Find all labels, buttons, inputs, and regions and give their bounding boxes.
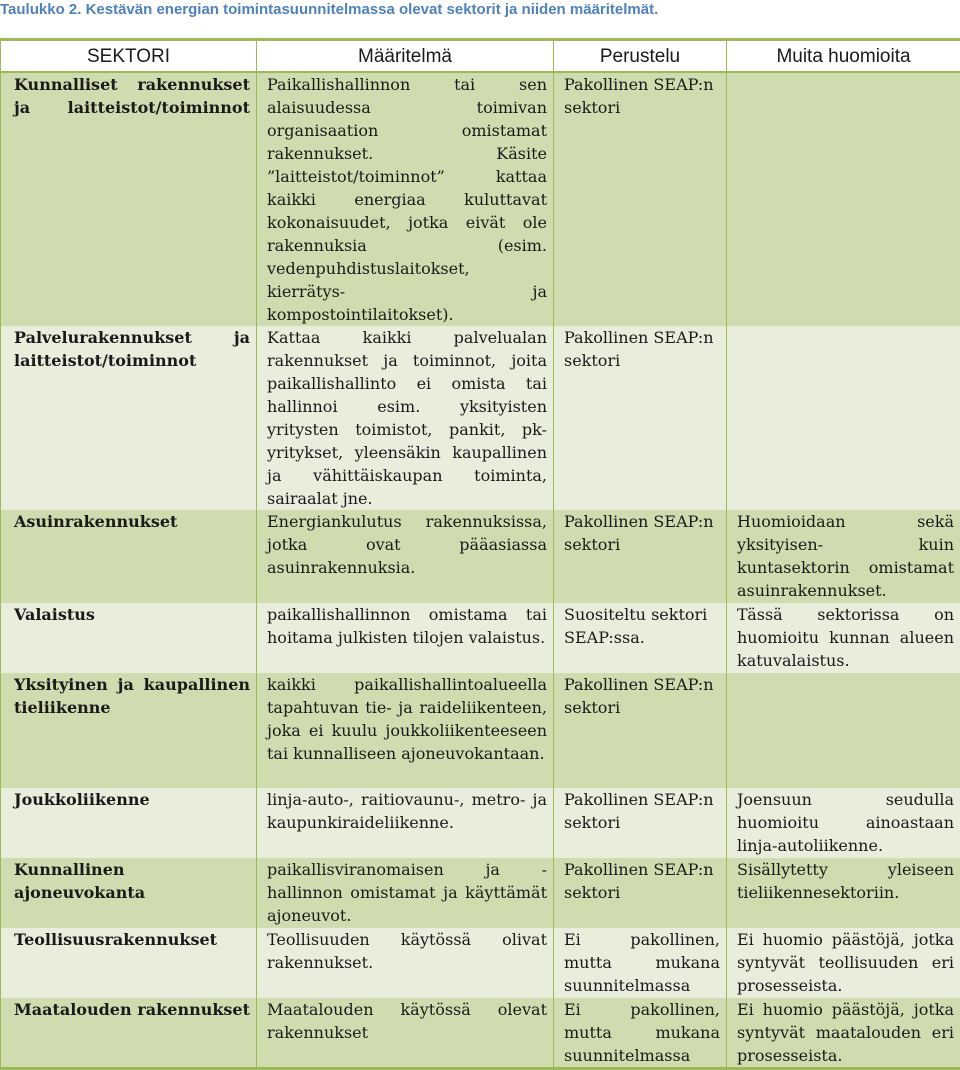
- sector-cell: Asuinrakennukset: [1, 510, 257, 603]
- notes-cell: Tässä sektorissa on huomioitu kunnan alueen katuvalaistus.: [727, 603, 960, 673]
- table-row: [1, 603, 960, 673]
- notes-cell: Ei huomio päästöjä, jotka syntyvät maatalouden eri prosesseista.: [727, 998, 960, 1069]
- sector-cell: Kunnallinen ajoneuvokanta: [1, 858, 257, 928]
- table-row: [1, 673, 960, 788]
- definition-cell: Maatalouden käytössä olevat rakennukset: [257, 998, 554, 1069]
- reason-cell: Pakollinen SEAP:n sektori: [554, 858, 727, 928]
- definition-cell: Kattaa kaikki palvelualan rakennukset ja toiminnot, joita paikallishallinto ei omista tai hallinnoi esim. yksityisten yritysten toimistot, pankit, pk-yritykset, yleensäkin kaupallinen ja vähittäiskaupan toiminta, sairaalat jne.: [257, 326, 554, 510]
- table-row: [1, 998, 960, 1069]
- definition-cell: kaikki paikallishallintoalueella tapahtuvan tie- ja raideliikenteen, joka ei kuulu joukkoliikenteeseen tai kunnalliseen ajoneuvokantaan.: [257, 673, 554, 788]
- notes-cell: Joensuun seudulla huomioitu ainoastaan linja-autoliikenne.: [727, 788, 960, 858]
- reason-cell: Pakollinen SEAP:n sektori: [554, 673, 727, 788]
- definition-cell: Teollisuuden käytössä olivat rakennukset.: [257, 928, 554, 998]
- definition-cell: Paikallishallinnon tai sen alaisuudessa toimivan organisaation omistamat rakennukset. Käsite ”laitteistot/toiminnot” kattaa kaikki energiaa kuluttavat kokonaisuudet, jotka eivät ole rakennuksia (esim. vedenpuhdistuslaitokset, kierrätys- ja kompostointilaitokset).: [257, 72, 554, 326]
- table-row: [1, 510, 960, 603]
- notes-cell: [727, 326, 960, 510]
- definition-cell: linja-auto-, raitiovaunu-, metro- ja kaupunkiraideliikenne.: [257, 788, 554, 858]
- definition-cell: paikallishallinnon omistama tai hoitama julkisten tilojen valaistus.: [257, 603, 554, 673]
- reason-cell: Suositeltu sektori SEAP:ssa.: [554, 603, 727, 673]
- notes-cell: [727, 673, 960, 788]
- sector-cell: Teollisuusrakennukset: [1, 928, 257, 998]
- table-row: [1, 72, 960, 326]
- reason-cell: Pakollinen SEAP:n sektori: [554, 72, 727, 326]
- sector-cell: Kunnalliset rakennukset ja laitteistot/toiminnot: [1, 72, 257, 326]
- table-caption: Taulukko 2. Kestävän energian toimintasuunnitelmassa olevat sektorit ja niiden määritelmät.: [0, 0, 960, 30]
- header-muita-huomioita: Muita huomioita: [727, 40, 960, 73]
- reason-cell: Ei pakollinen, mutta mukana suunnitelmassa: [554, 998, 727, 1069]
- header-maaritelma: Määritelmä: [257, 40, 554, 73]
- reason-cell: Pakollinen SEAP:n sektori: [554, 510, 727, 603]
- notes-cell: Sisällytetty yleiseen tieliikennesektoriin.: [727, 858, 960, 928]
- notes-cell: [727, 72, 960, 326]
- definition-cell: Energiankulutus rakennuksissa, jotka ovat pääasiassa asuinrakennuksia.: [257, 510, 554, 603]
- notes-cell: Ei huomio päästöjä, jotka syntyvät teollisuuden eri prosesseista.: [727, 928, 960, 998]
- sector-cell: Yksityinen ja kaupallinen tieliikenne: [1, 673, 257, 788]
- table-header-row: [1, 40, 960, 73]
- reason-cell: Pakollinen SEAP:n sektori: [554, 326, 727, 510]
- table-row: [1, 326, 960, 510]
- table-row: [1, 928, 960, 998]
- sector-cell: Palvelurakennukset ja laitteistot/toiminnot: [1, 326, 257, 510]
- header-sektori: SEKTORI: [1, 40, 257, 73]
- notes-cell: Huomioidaan sekä yksityisen- kuin kuntasektorin omistamat asuinrakennukset.: [727, 510, 960, 603]
- table-row: [1, 788, 960, 858]
- table-row: [1, 858, 960, 928]
- header-perustelu: Perustelu: [554, 40, 727, 73]
- sector-table: [0, 38, 960, 1070]
- definition-cell: paikallisviranomaisen ja -hallinnon omistamat ja käyttämät ajoneuvot.: [257, 858, 554, 928]
- sector-cell: Maatalouden rakennukset: [1, 998, 257, 1069]
- reason-cell: Pakollinen SEAP:n sektori: [554, 788, 727, 858]
- sector-cell: Joukkoliikenne: [1, 788, 257, 858]
- sector-cell: Valaistus: [1, 603, 257, 673]
- reason-cell: Ei pakollinen, mutta mukana suunnitelmassa: [554, 928, 727, 998]
